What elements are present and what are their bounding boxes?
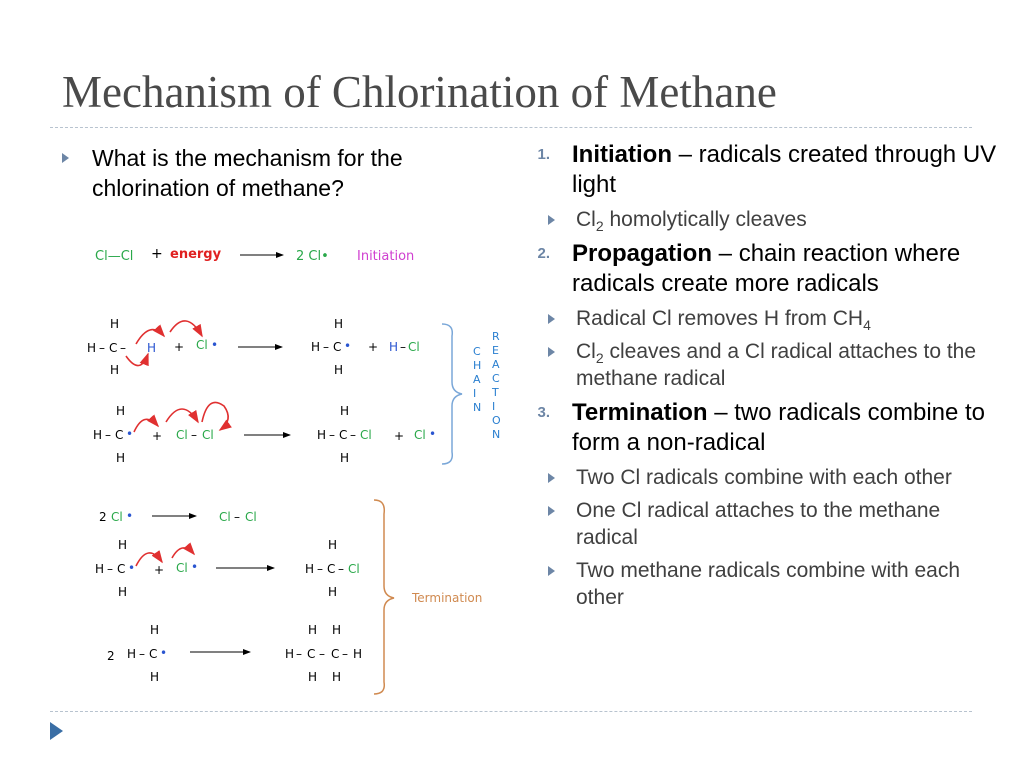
svg-text:H: H bbox=[328, 585, 338, 599]
svg-text:O: O bbox=[492, 414, 501, 427]
step-number: 2. bbox=[537, 245, 550, 262]
svg-text:C: C bbox=[115, 428, 124, 442]
bullet-arrow-icon bbox=[548, 566, 555, 576]
svg-text:C: C bbox=[109, 341, 118, 355]
svg-text:–: – bbox=[338, 562, 344, 576]
svg-text:–: – bbox=[317, 562, 323, 576]
svg-text:–: – bbox=[350, 428, 356, 442]
plus-sign: + bbox=[151, 246, 163, 262]
svg-text:Cl: Cl bbox=[414, 428, 426, 442]
svg-text:H: H bbox=[116, 451, 126, 465]
svg-text:–: – bbox=[99, 341, 105, 355]
svg-text:Cl: Cl bbox=[176, 561, 188, 575]
step-number: 3. bbox=[537, 404, 550, 421]
bullet-arrow-icon bbox=[548, 347, 555, 357]
svg-text:–: – bbox=[139, 647, 145, 661]
curved-arrow-icon bbox=[172, 548, 194, 558]
termination-step-3 bbox=[107, 623, 362, 684]
svg-text:C: C bbox=[327, 562, 336, 576]
svg-text:E: E bbox=[492, 344, 499, 357]
svg-text:H: H bbox=[332, 623, 342, 637]
svg-text:–: – bbox=[191, 428, 197, 442]
svg-text:C: C bbox=[331, 647, 340, 661]
svg-text:H: H bbox=[308, 670, 318, 684]
svg-text:N: N bbox=[473, 401, 482, 414]
svg-text:H: H bbox=[332, 670, 342, 684]
svg-text:C: C bbox=[492, 372, 500, 385]
svg-text:H: H bbox=[285, 647, 295, 661]
svg-text:–: – bbox=[107, 562, 113, 576]
svg-text:•: • bbox=[126, 509, 134, 523]
svg-text:I: I bbox=[473, 387, 477, 400]
svg-text:•: • bbox=[128, 561, 136, 575]
svg-text:H: H bbox=[305, 562, 315, 576]
footer-divider bbox=[50, 711, 972, 712]
svg-text:Cl: Cl bbox=[348, 562, 360, 576]
svg-text:•: • bbox=[211, 338, 219, 352]
termination-label: Termination bbox=[412, 591, 483, 605]
sub-bullet: Two methane radicals combine with each other bbox=[510, 557, 1000, 611]
sub-bullet: Two Cl radicals combine with each other bbox=[510, 464, 1000, 491]
svg-text:H: H bbox=[118, 585, 128, 599]
svg-text:2: 2 bbox=[99, 510, 107, 524]
step-termination bbox=[510, 398, 1000, 458]
svg-text:C: C bbox=[149, 647, 158, 661]
svg-text:2: 2 bbox=[107, 649, 115, 663]
svg-text:H: H bbox=[328, 538, 338, 552]
svg-text:Cl: Cl bbox=[111, 510, 123, 524]
step-term: Initiation bbox=[572, 141, 672, 168]
svg-text:H: H bbox=[311, 340, 321, 354]
mechanism-diagram bbox=[78, 236, 518, 700]
bullet-arrow-icon bbox=[548, 506, 555, 516]
svg-text:T: T bbox=[492, 386, 499, 399]
svg-text:I: I bbox=[492, 400, 496, 413]
step-term: Termination bbox=[572, 399, 708, 426]
bullet-arrow-icon bbox=[62, 153, 69, 163]
curved-arrow-icon bbox=[202, 402, 228, 430]
svg-text:H: H bbox=[95, 562, 105, 576]
sub-bullet: $Cl_2$ cleaves and a Cl radical attaches to the methane radical bbox=[510, 338, 1000, 392]
step-desc: – radicals created through UV light bbox=[572, 141, 997, 198]
svg-text:H: H bbox=[334, 363, 344, 377]
svg-text:C: C bbox=[307, 647, 316, 661]
svg-text:+: + bbox=[152, 429, 163, 443]
svg-text:H: H bbox=[340, 404, 350, 418]
title-divider bbox=[50, 127, 972, 128]
svg-text:H: H bbox=[317, 428, 327, 442]
curved-arrow-icon bbox=[166, 409, 198, 422]
step-desc: – two radicals combine to form a non-radical bbox=[572, 399, 986, 456]
bullet-arrow-icon bbox=[548, 314, 555, 324]
svg-text:+: + bbox=[174, 340, 185, 354]
svg-text:H: H bbox=[110, 317, 120, 331]
svg-text:+: + bbox=[154, 563, 165, 577]
svg-text:H: H bbox=[340, 451, 350, 465]
svg-text:•: • bbox=[344, 339, 352, 353]
svg-text:•: • bbox=[126, 427, 134, 441]
svg-text:Cl: Cl bbox=[408, 340, 420, 354]
sub-bullet: One Cl radical attaches to the methane radical bbox=[510, 497, 1000, 551]
svg-text:+: + bbox=[368, 340, 379, 354]
svg-text:–: – bbox=[323, 340, 329, 354]
svg-text:H: H bbox=[110, 363, 120, 377]
svg-text:Cl: Cl bbox=[202, 428, 214, 442]
svg-text:–: – bbox=[234, 510, 240, 524]
curved-arrow-icon bbox=[170, 321, 202, 336]
svg-text:H: H bbox=[93, 428, 103, 442]
curved-arrow-icon bbox=[126, 354, 148, 366]
step-number: 1. bbox=[537, 146, 550, 163]
chain-brace-icon bbox=[442, 324, 462, 464]
svg-text:H: H bbox=[87, 341, 97, 355]
step-desc: – chain reaction where radicals create more radicals bbox=[572, 240, 961, 297]
initiation-label: Initiation bbox=[357, 249, 415, 264]
slide-title: Mechanism of Chlorination of Methane bbox=[62, 67, 777, 117]
termination-brace-icon bbox=[374, 500, 394, 694]
propagation-step-1 bbox=[87, 317, 420, 377]
svg-text:Cl: Cl bbox=[176, 428, 188, 442]
energy-label: energy bbox=[170, 247, 222, 262]
svg-text:+: + bbox=[394, 429, 405, 443]
left-bullet bbox=[62, 143, 492, 203]
bullet-arrow-icon bbox=[548, 473, 555, 483]
svg-text:•: • bbox=[429, 427, 437, 441]
svg-text:H: H bbox=[334, 317, 344, 331]
propagation-step-2 bbox=[93, 402, 436, 465]
svg-text:C: C bbox=[339, 428, 348, 442]
svg-text:N: N bbox=[492, 428, 501, 441]
svg-text:H: H bbox=[150, 623, 160, 637]
svg-text:A: A bbox=[492, 358, 500, 371]
bullet-arrow-icon bbox=[548, 215, 555, 225]
svg-text:–: – bbox=[120, 341, 126, 355]
svg-text:C: C bbox=[473, 345, 481, 358]
left-bullet-text: What is the mechanism for the chlorination of methane? bbox=[92, 145, 403, 201]
svg-text:H: H bbox=[118, 538, 128, 552]
svg-text:H: H bbox=[389, 340, 399, 354]
svg-text:H: H bbox=[147, 341, 157, 355]
step-propagation bbox=[510, 239, 1000, 299]
svg-text:H: H bbox=[353, 647, 363, 661]
svg-text:•: • bbox=[191, 560, 199, 574]
svg-text:R: R bbox=[492, 330, 500, 343]
svg-text:H: H bbox=[127, 647, 137, 661]
svg-text:Cl: Cl bbox=[196, 338, 208, 352]
svg-text:H: H bbox=[308, 623, 318, 637]
mechanism-steps bbox=[510, 140, 1000, 617]
svg-text:•: • bbox=[160, 646, 168, 660]
svg-text:Cl: Cl bbox=[360, 428, 372, 442]
svg-text:–: – bbox=[342, 647, 348, 661]
svg-text:Cl: Cl bbox=[245, 510, 257, 524]
svg-text:C: C bbox=[117, 562, 126, 576]
sub-bullet: $Cl_2$ homolytically cleaves bbox=[510, 206, 1000, 233]
chain-reaction-label bbox=[473, 330, 501, 441]
step-initiation bbox=[510, 140, 1000, 200]
svg-text:–: – bbox=[400, 340, 406, 354]
svg-text:H: H bbox=[116, 404, 126, 418]
svg-text:Cl: Cl bbox=[219, 510, 231, 524]
cl2-reactant: Cl—Cl bbox=[95, 249, 134, 264]
initiation-row bbox=[95, 246, 414, 264]
svg-text:C: C bbox=[333, 340, 342, 354]
svg-text:H: H bbox=[473, 359, 482, 372]
svg-text:–: – bbox=[319, 647, 325, 661]
svg-text:–: – bbox=[329, 428, 335, 442]
svg-text:–: – bbox=[296, 647, 302, 661]
slide-marker-icon bbox=[50, 722, 63, 740]
termination-step-1 bbox=[99, 509, 257, 524]
sub-bullet: Radical Cl removes H from $CH_4$ bbox=[510, 305, 1000, 332]
svg-text:H: H bbox=[150, 670, 160, 684]
step-term: Propagation bbox=[572, 240, 713, 267]
svg-text:A: A bbox=[473, 373, 481, 386]
cl-radical-product: 2 Cl• bbox=[296, 249, 329, 264]
termination-step-2 bbox=[95, 538, 360, 599]
svg-text:–: – bbox=[105, 428, 111, 442]
